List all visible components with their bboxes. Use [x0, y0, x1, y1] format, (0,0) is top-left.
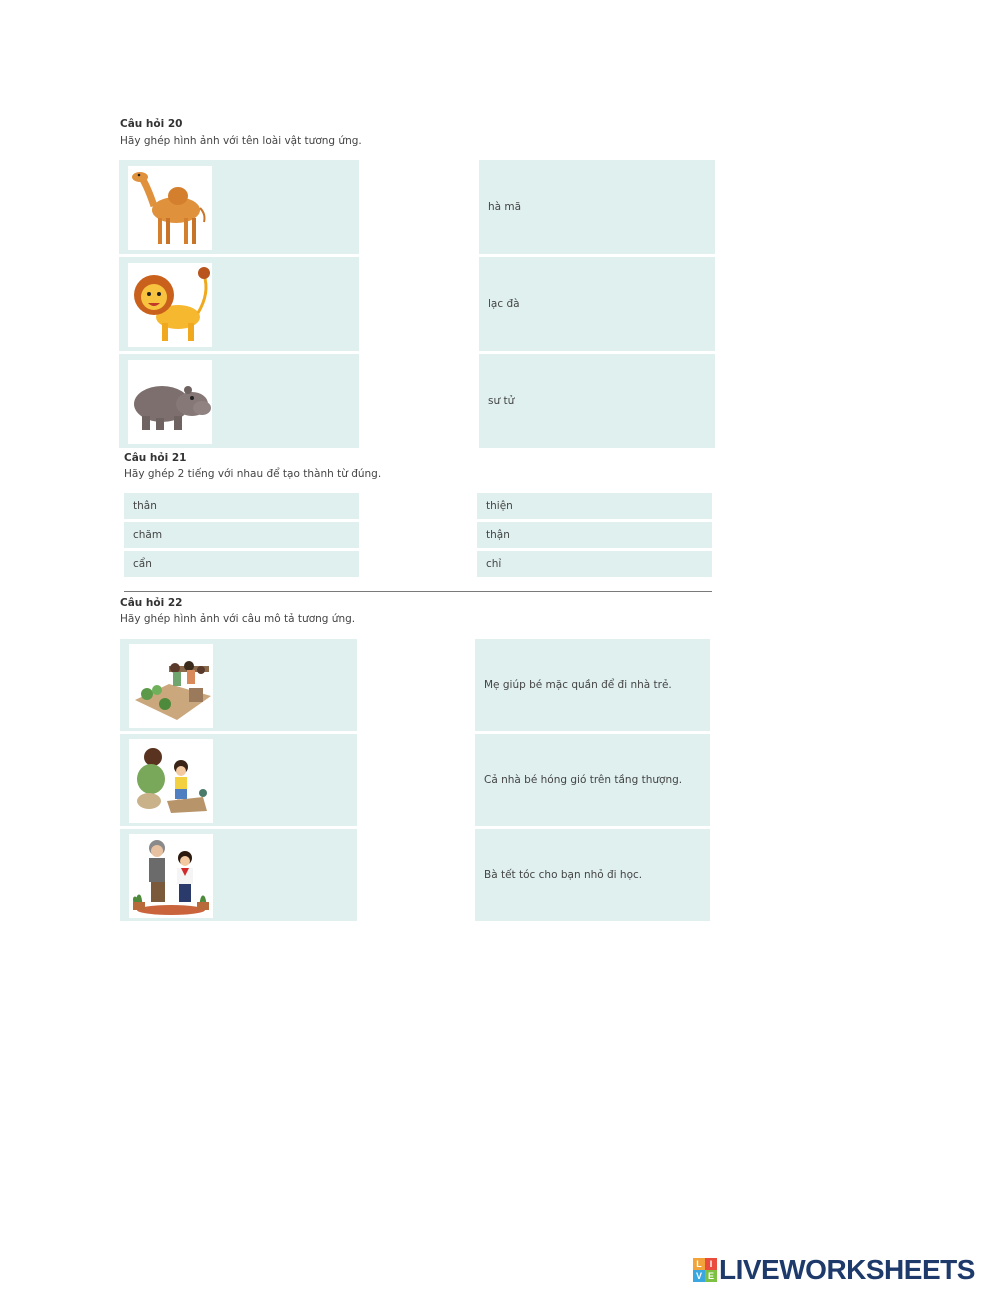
- camel-image: [128, 166, 212, 250]
- logo-badge-icon: [693, 1258, 717, 1282]
- question-22-title: Câu hỏi 22: [120, 597, 183, 609]
- q20-answer-3[interactable]: sư tử: [479, 354, 715, 448]
- q20-answer-1[interactable]: hà mã: [479, 160, 715, 254]
- question-22-instructions: Hãy ghép hình ảnh với câu mô tả tương ứng.: [120, 613, 356, 625]
- q20-image-cell-lion[interactable]: [119, 257, 359, 351]
- question-20-title: Câu hỏi 20: [120, 118, 183, 130]
- family-rooftop-image: [129, 644, 213, 728]
- grandma-braiding-hair-image: [129, 834, 213, 918]
- q22-image-cell-grandma[interactable]: [120, 829, 357, 921]
- hippo-image: [128, 360, 212, 444]
- q21-left-1[interactable]: thân: [124, 493, 359, 519]
- q22-image-cell-family[interactable]: [120, 639, 357, 731]
- q22-answer-2[interactable]: Cả nhà bé hóng gió trên tầng thượng.: [475, 734, 710, 826]
- q20-image-cell-hippo[interactable]: [119, 354, 359, 448]
- logo-badge-letter: L: [693, 1258, 705, 1270]
- q21-right-3[interactable]: chỉ: [477, 551, 712, 577]
- logo-badge-letter: V: [693, 1270, 705, 1282]
- question-21-title: Câu hỏi 21: [124, 452, 187, 464]
- logo-text: LIVEWORKSHEETS: [719, 1254, 975, 1285]
- question-20-instructions: Hãy ghép hình ảnh với tên loài vật tương ứng.: [120, 135, 362, 147]
- lion-image: [128, 263, 212, 347]
- liveworksheets-logo: [693, 1254, 975, 1286]
- q22-answer-1[interactable]: Mẹ giúp bé mặc quần để đi nhà trẻ.: [475, 639, 710, 731]
- q21-left-3[interactable]: cẩn: [124, 551, 359, 577]
- mother-dressing-child-image: [129, 739, 213, 823]
- logo-badge-letter: E: [705, 1270, 717, 1282]
- question-21-instructions: Hãy ghép 2 tiếng với nhau để tạo thành từ đúng.: [124, 468, 382, 480]
- q20-image-cell-camel[interactable]: [119, 160, 359, 254]
- q20-answer-2[interactable]: lạc đà: [479, 257, 715, 351]
- section-divider: [124, 591, 712, 592]
- q21-left-2[interactable]: chăm: [124, 522, 359, 548]
- q22-image-cell-mother[interactable]: [120, 734, 357, 826]
- q21-right-2[interactable]: thận: [477, 522, 712, 548]
- q21-right-1[interactable]: thiện: [477, 493, 712, 519]
- logo-badge-letter: I: [705, 1258, 717, 1270]
- q22-answer-3[interactable]: Bà tết tóc cho bạn nhỏ đi học.: [475, 829, 710, 921]
